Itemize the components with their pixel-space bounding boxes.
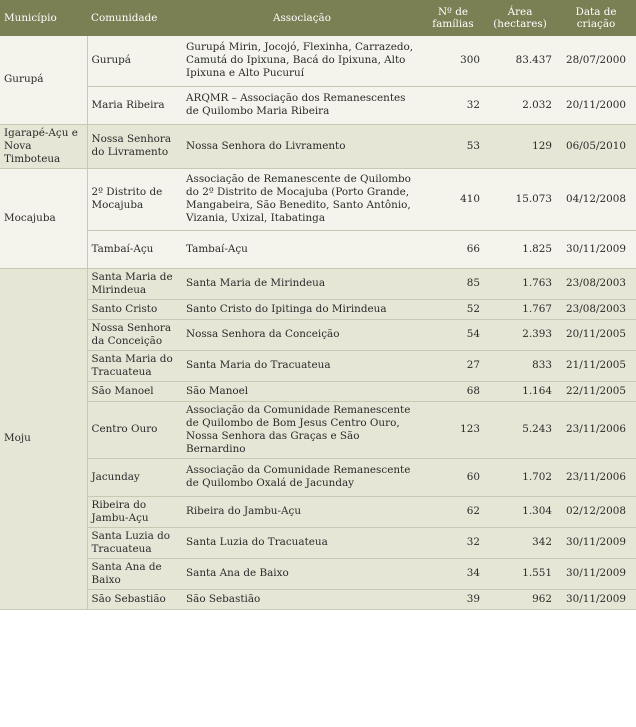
area-cell: 1.825: [484, 230, 556, 268]
data-criacao-cell: 30/11/2009: [556, 558, 636, 589]
data-criacao-cell: 04/12/2008: [556, 168, 636, 230]
municipio-cell: Igarapé-Açu e Nova Timboteua: [0, 124, 87, 168]
comunidade-cell: Centro Ouro: [87, 401, 182, 458]
header-municipio: Município: [0, 0, 87, 36]
area-cell: 833: [484, 350, 556, 381]
familias-cell: 66: [422, 230, 484, 268]
municipio-cell: Mocajuba: [0, 168, 87, 268]
data-criacao-cell: 30/11/2009: [556, 589, 636, 609]
table-row: [0, 401, 636, 458]
associacao-cell: Ribeira do Jambu-Açu: [182, 496, 422, 527]
associacao-cell: Santo Cristo do Ipitinga do Mirindeua: [182, 299, 422, 319]
associacao-cell: Nossa Senhora do Livramento: [182, 124, 422, 168]
familias-cell: 60: [422, 458, 484, 496]
table-row: [0, 558, 636, 589]
familias-cell: 62: [422, 496, 484, 527]
familias-cell: 32: [422, 527, 484, 558]
familias-cell: 32: [422, 86, 484, 124]
data-criacao-cell: 23/11/2006: [556, 458, 636, 496]
associacao-cell: ARQMR – Associação dos Remanescentes de Quilombo Maria Ribeira: [182, 86, 422, 124]
data-criacao-cell: 02/12/2008: [556, 496, 636, 527]
area-cell: 1.763: [484, 268, 556, 299]
table-row: [0, 589, 636, 609]
header-comunidade: Comunidade: [87, 0, 182, 36]
data-criacao-cell: 30/11/2009: [556, 527, 636, 558]
comunidade-cell: 2º Distrito de Mocajuba: [87, 168, 182, 230]
header-familias: Nº de famílias: [422, 0, 484, 36]
familias-cell: 300: [422, 36, 484, 86]
header-associacao: Associação: [182, 0, 422, 36]
data-criacao-cell: 21/11/2005: [556, 350, 636, 381]
area-cell: 129: [484, 124, 556, 168]
familias-cell: 27: [422, 350, 484, 381]
associacao-cell: Associação da Comunidade Remanescente de Quilombo Oxalá de Jacunday: [182, 458, 422, 496]
data-criacao-cell: 23/08/2003: [556, 268, 636, 299]
comunidade-cell: Ribeira do Jambu-Açu: [87, 496, 182, 527]
data-criacao-cell: 22/11/2005: [556, 381, 636, 401]
associacao-cell: Associação da Comunidade Remanescente de Quilombo de Bom Jesus Centro Ouro, Nossa Senhora das Graças e São Bernardino: [182, 401, 422, 458]
area-cell: 342: [484, 527, 556, 558]
area-cell: 1.702: [484, 458, 556, 496]
familias-cell: 410: [422, 168, 484, 230]
familias-cell: 68: [422, 381, 484, 401]
table-row: [0, 299, 636, 319]
comunidade-cell: Santa Maria de Mirindeua: [87, 268, 182, 299]
familias-cell: 54: [422, 319, 484, 350]
associacao-cell: São Sebastião: [182, 589, 422, 609]
associacao-cell: São Manoel: [182, 381, 422, 401]
area-cell: 1.551: [484, 558, 556, 589]
area-cell: 1.767: [484, 299, 556, 319]
area-cell: 962: [484, 589, 556, 609]
familias-cell: 52: [422, 299, 484, 319]
associacao-cell: Nossa Senhora da Conceição: [182, 319, 422, 350]
header-area: Área (hectares): [484, 0, 556, 36]
table-row: [0, 381, 636, 401]
comunidade-cell: Santa Luzia do Tracuateua: [87, 527, 182, 558]
associacao-cell: Associação de Remanescente de Quilombo do 2º Distrito de Mocajuba (Porto Grande, Mangabeira, São Benedito, Santo Antônio, Vizania, Uxizal, Itabatinga: [182, 168, 422, 230]
table-row: [0, 268, 636, 299]
table-header: [0, 0, 636, 36]
area-cell: 83.437: [484, 36, 556, 86]
comunidade-cell: São Manoel: [87, 381, 182, 401]
comunidade-cell: São Sebastião: [87, 589, 182, 609]
associacao-cell: Santa Ana de Baixo: [182, 558, 422, 589]
area-cell: 15.073: [484, 168, 556, 230]
table-row: [0, 496, 636, 527]
familias-cell: 85: [422, 268, 484, 299]
table-row: [0, 36, 636, 86]
familias-cell: 123: [422, 401, 484, 458]
associacao-cell: Santa Maria do Tracuateua: [182, 350, 422, 381]
table-row: [0, 350, 636, 381]
table-row: [0, 86, 636, 124]
municipio-cell: Moju: [0, 268, 87, 609]
data-criacao-cell: 20/11/2005: [556, 319, 636, 350]
comunidade-cell: Nossa Senhora da Conceição: [87, 319, 182, 350]
comunidade-cell: Santa Ana de Baixo: [87, 558, 182, 589]
comunidade-cell: Santa Maria do Tracuateua: [87, 350, 182, 381]
area-cell: 5.243: [484, 401, 556, 458]
data-criacao-cell: 30/11/2009: [556, 230, 636, 268]
comunidade-cell: Jacunday: [87, 458, 182, 496]
municipio-cell: Gurupá: [0, 36, 87, 124]
data-criacao-cell: 23/08/2003: [556, 299, 636, 319]
data-criacao-cell: 23/11/2006: [556, 401, 636, 458]
area-cell: 1.164: [484, 381, 556, 401]
table-row: [0, 230, 636, 268]
comunidade-cell: Maria Ribeira: [87, 86, 182, 124]
familias-cell: 34: [422, 558, 484, 589]
table-row: [0, 527, 636, 558]
table-row: [0, 319, 636, 350]
table-body: [0, 36, 636, 609]
data-criacao-cell: 06/05/2010: [556, 124, 636, 168]
table-row: [0, 168, 636, 230]
data-criacao-cell: 28/07/2000: [556, 36, 636, 86]
table-row: [0, 458, 636, 496]
area-cell: 1.304: [484, 496, 556, 527]
associacao-cell: Tambaí-Açu: [182, 230, 422, 268]
comunidade-cell: Santo Cristo: [87, 299, 182, 319]
familias-cell: 39: [422, 589, 484, 609]
table-row: [0, 124, 636, 168]
data-criacao-cell: 20/11/2000: [556, 86, 636, 124]
associacao-cell: Santa Maria de Mirindeua: [182, 268, 422, 299]
familias-cell: 53: [422, 124, 484, 168]
associacao-cell: Gurupá Mirin, Jocojó, Flexinha, Carrazedo, Camutá do Ipixuna, Bacá do Ipixuna, Alto Ipixuna e Alto Pucuruí: [182, 36, 422, 86]
comunidade-cell: Gurupá: [87, 36, 182, 86]
comunidade-cell: Tambaí-Açu: [87, 230, 182, 268]
area-cell: 2.393: [484, 319, 556, 350]
area-cell: 2.032: [484, 86, 556, 124]
comunidade-cell: Nossa Senhora do Livramento: [87, 124, 182, 168]
associacao-cell: Santa Luzia do Tracuateua: [182, 527, 422, 558]
header-data: Data de criação: [556, 0, 636, 36]
